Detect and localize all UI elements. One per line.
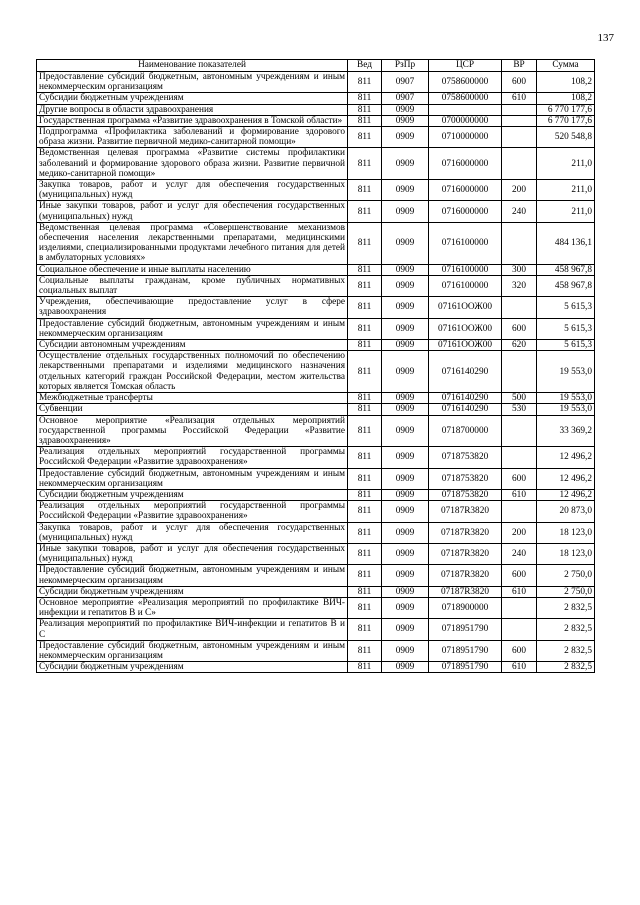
- cell-ved: 811: [348, 415, 382, 447]
- cell-vr: 320: [502, 275, 537, 296]
- budget-table: [36, 59, 595, 673]
- table-row: [37, 222, 595, 264]
- cell-name: Межбюджетные трансферты: [37, 393, 348, 404]
- cell-csr: 0716140290: [429, 351, 502, 393]
- cell-ved: 811: [348, 72, 382, 93]
- cell-vr: 600: [502, 318, 537, 339]
- cell-rzpr: 0909: [382, 264, 429, 275]
- cell-ved: 811: [348, 264, 382, 275]
- cell-ved: 811: [348, 318, 382, 339]
- cell-rzpr: 0909: [382, 662, 429, 673]
- cell-name: Предоставление субсидий бюджетным, автономным учреждениям и иным некоммерческим организациям: [37, 72, 348, 93]
- table-row: [37, 351, 595, 393]
- cell-vr: [502, 148, 537, 180]
- cell-ved: 811: [348, 201, 382, 222]
- header-ved: Вед: [348, 60, 382, 72]
- cell-csr: 0716100000: [429, 275, 502, 296]
- table-row: [37, 597, 595, 618]
- cell-name: Государственная программа «Развитие здравоохранения в Томской области»: [37, 115, 348, 126]
- cell-rzpr: 0909: [382, 415, 429, 447]
- table-row: [37, 662, 595, 673]
- cell-name: Субсидии автономным учреждениям: [37, 340, 348, 351]
- cell-name: Субсидии бюджетным учреждениям: [37, 93, 348, 104]
- cell-csr: 0716000000: [429, 148, 502, 180]
- table-row: [37, 115, 595, 126]
- cell-csr: 0716140290: [429, 393, 502, 404]
- cell-csr: 07187R3820: [429, 501, 502, 522]
- cell-sum: 5 615,3: [537, 318, 595, 339]
- table-row: [37, 619, 595, 640]
- cell-rzpr: 0909: [382, 640, 429, 661]
- cell-ved: 811: [348, 619, 382, 640]
- cell-vr: 600: [502, 565, 537, 586]
- cell-name: Субвенции: [37, 404, 348, 415]
- cell-vr: 610: [502, 489, 537, 500]
- cell-rzpr: 0909: [382, 501, 429, 522]
- cell-sum: 2 832,5: [537, 640, 595, 661]
- table-row: [37, 72, 595, 93]
- cell-rzpr: 0909: [382, 404, 429, 415]
- table-row: [37, 318, 595, 339]
- cell-ved: 811: [348, 93, 382, 104]
- cell-csr: 0716000000: [429, 180, 502, 201]
- cell-vr: [502, 597, 537, 618]
- cell-sum: 33 369,2: [537, 415, 595, 447]
- header-rzpr: РзПр: [382, 60, 429, 72]
- cell-name: Основное мероприятие «Реализация мероприятий по профилактике ВИЧ-инфекции и гепатитов В и С»: [37, 597, 348, 618]
- cell-ved: 811: [348, 640, 382, 661]
- table-row: [37, 640, 595, 661]
- cell-vr: 610: [502, 93, 537, 104]
- cell-vr: 240: [502, 201, 537, 222]
- cell-name: Другие вопросы в области здравоохранения: [37, 104, 348, 115]
- cell-csr: 0718951790: [429, 640, 502, 661]
- cell-rzpr: 0909: [382, 351, 429, 393]
- cell-vr: [502, 501, 537, 522]
- cell-csr: 07187R3820: [429, 586, 502, 597]
- cell-name: Иные закупки товаров, работ и услуг для обеспечения государственных (муниципальных) нужд: [37, 543, 348, 564]
- cell-rzpr: 0909: [382, 586, 429, 597]
- cell-csr: 0716100000: [429, 264, 502, 275]
- cell-ved: 811: [348, 127, 382, 148]
- cell-name: Реализация мероприятий по профилактике ВИЧ-инфекции и гепатитов В и С: [37, 619, 348, 640]
- cell-ved: 811: [348, 222, 382, 264]
- cell-ved: 811: [348, 662, 382, 673]
- cell-name: Учреждения, обеспечивающие предоставление услуг в сфере здравоохранения: [37, 297, 348, 318]
- cell-vr: [502, 351, 537, 393]
- cell-csr: 07187R3820: [429, 522, 502, 543]
- cell-rzpr: 0909: [382, 619, 429, 640]
- cell-csr: 0758600000: [429, 72, 502, 93]
- cell-csr: 0718700000: [429, 415, 502, 447]
- header-sum: Сумма: [537, 60, 595, 72]
- cell-sum: 520 548,8: [537, 127, 595, 148]
- cell-sum: 20 873,0: [537, 501, 595, 522]
- cell-rzpr: 0909: [382, 148, 429, 180]
- cell-name: Иные закупки товаров, работ и услуг для обеспечения государственных (муниципальных) нужд: [37, 201, 348, 222]
- table-header-row: [37, 60, 595, 72]
- table-row: [37, 565, 595, 586]
- page-number: 137: [597, 32, 614, 44]
- cell-sum: 12 496,2: [537, 489, 595, 500]
- table-row: [37, 201, 595, 222]
- table-row: [37, 180, 595, 201]
- cell-rzpr: 0909: [382, 340, 429, 351]
- table-row: [37, 489, 595, 500]
- cell-name: Закупка товаров, работ и услуг для обеспечения государственных (муниципальных) нужд: [37, 522, 348, 543]
- cell-vr: [502, 415, 537, 447]
- table-row: [37, 447, 595, 468]
- cell-vr: [502, 104, 537, 115]
- cell-ved: 811: [348, 468, 382, 489]
- table-row: [37, 148, 595, 180]
- header-vr: ВР: [502, 60, 537, 72]
- cell-csr: 0718753820: [429, 447, 502, 468]
- cell-sum: 108,2: [537, 93, 595, 104]
- cell-csr: 07187R3820: [429, 543, 502, 564]
- cell-csr: 07161ООЖ00: [429, 318, 502, 339]
- cell-name: Ведомственная целевая программа «Развитие системы профилактики заболеваний и формирование здорового образа жизни. Развитие первичной медико-санитарной помощи»: [37, 148, 348, 180]
- cell-rzpr: 0909: [382, 543, 429, 564]
- cell-ved: 811: [348, 297, 382, 318]
- cell-ved: 811: [348, 351, 382, 393]
- table-body: [37, 72, 595, 673]
- cell-csr: 0716100000: [429, 222, 502, 264]
- cell-csr: 0718900000: [429, 597, 502, 618]
- cell-ved: 811: [348, 489, 382, 500]
- cell-vr: 500: [502, 393, 537, 404]
- cell-csr: 0718951790: [429, 619, 502, 640]
- cell-sum: 2 750,0: [537, 586, 595, 597]
- cell-sum: 12 496,2: [537, 447, 595, 468]
- cell-sum: 2 832,5: [537, 662, 595, 673]
- header-csr: ЦСР: [429, 60, 502, 72]
- table-row: [37, 543, 595, 564]
- table-row: [37, 127, 595, 148]
- cell-vr: [502, 297, 537, 318]
- cell-vr: 620: [502, 340, 537, 351]
- cell-vr: 600: [502, 72, 537, 93]
- cell-ved: 811: [348, 586, 382, 597]
- cell-vr: 610: [502, 586, 537, 597]
- cell-csr: 0700000000: [429, 115, 502, 126]
- cell-vr: 300: [502, 264, 537, 275]
- cell-name: Предоставление субсидий бюджетным, автономным учреждениям и иным некоммерческим организациям: [37, 640, 348, 661]
- table-row: [37, 404, 595, 415]
- table-row: [37, 522, 595, 543]
- cell-sum: 12 496,2: [537, 468, 595, 489]
- cell-sum: 2 832,5: [537, 597, 595, 618]
- cell-vr: [502, 447, 537, 468]
- cell-vr: 200: [502, 522, 537, 543]
- cell-vr: [502, 127, 537, 148]
- cell-sum: 6 770 177,6: [537, 104, 595, 115]
- cell-name: Субсидии бюджетным учреждениям: [37, 662, 348, 673]
- cell-sum: 19 553,0: [537, 351, 595, 393]
- cell-vr: 610: [502, 662, 537, 673]
- cell-name: Субсидии бюджетным учреждениям: [37, 489, 348, 500]
- cell-vr: 600: [502, 640, 537, 661]
- cell-sum: 484 136,1: [537, 222, 595, 264]
- cell-name: Основное мероприятие «Реализация отдельных мероприятий государственной программы Российской Федерации «Развитие здравоохранения»: [37, 415, 348, 447]
- cell-sum: 211,0: [537, 180, 595, 201]
- cell-name: Ведомственная целевая программа «Совершенствование механизмов обеспечения населения лекарственными препаратами, медицинскими изделиями, специализированными продуктами лечебного питания для детей в амбулаторных условиях»: [37, 222, 348, 264]
- cell-rzpr: 0909: [382, 297, 429, 318]
- cell-sum: 2 832,5: [537, 619, 595, 640]
- cell-rzpr: 0909: [382, 115, 429, 126]
- cell-name: Предоставление субсидий бюджетным, автономным учреждениям и иным некоммерческим организациям: [37, 468, 348, 489]
- cell-csr: 0716140290: [429, 404, 502, 415]
- cell-sum: 2 750,0: [537, 565, 595, 586]
- table-row: [37, 340, 595, 351]
- cell-rzpr: 0907: [382, 72, 429, 93]
- cell-name: Реализация отдельных мероприятий государственной программы Российской Федерации «Развитие здравоохранения»: [37, 501, 348, 522]
- cell-sum: 6 770 177,6: [537, 115, 595, 126]
- cell-csr: [429, 104, 502, 115]
- cell-vr: 240: [502, 543, 537, 564]
- cell-name: Подпрограмма «Профилактика заболеваний и формирование здорового образа жизни. Развитие первичной медико-санитарной помощи»: [37, 127, 348, 148]
- cell-rzpr: 0909: [382, 393, 429, 404]
- cell-csr: 0718753820: [429, 489, 502, 500]
- cell-rzpr: 0909: [382, 180, 429, 201]
- cell-ved: 811: [348, 501, 382, 522]
- cell-name: Осуществление отдельных государственных полномочий по обеспечению лекарственными препаратами и изделиями медицинского назначения отдельных категорий граждан Российской Федерации, местом жительства которых является Томская область: [37, 351, 348, 393]
- cell-csr: 0718753820: [429, 468, 502, 489]
- cell-rzpr: 0909: [382, 489, 429, 500]
- cell-sum: 108,2: [537, 72, 595, 93]
- cell-name: Социальные выплаты гражданам, кроме публичных нормативных социальных выплат: [37, 275, 348, 296]
- table-row: [37, 264, 595, 275]
- cell-rzpr: 0909: [382, 127, 429, 148]
- cell-sum: 18 123,0: [537, 543, 595, 564]
- cell-rzpr: 0909: [382, 318, 429, 339]
- table-row: [37, 275, 595, 296]
- header-name: Наименование показателей: [37, 60, 348, 72]
- cell-vr: 530: [502, 404, 537, 415]
- table-row: [37, 93, 595, 104]
- cell-sum: 5 615,3: [537, 340, 595, 351]
- cell-ved: 811: [348, 104, 382, 115]
- cell-sum: 19 553,0: [537, 393, 595, 404]
- cell-name: Предоставление субсидий бюджетным, автономным учреждениям и иным некоммерческим организациям: [37, 565, 348, 586]
- cell-vr: [502, 222, 537, 264]
- cell-csr: 0758600000: [429, 93, 502, 104]
- cell-ved: 811: [348, 597, 382, 618]
- cell-name: Субсидии бюджетным учреждениям: [37, 586, 348, 597]
- cell-sum: 19 553,0: [537, 404, 595, 415]
- cell-csr: 0716000000: [429, 201, 502, 222]
- cell-ved: 811: [348, 447, 382, 468]
- table-row: [37, 393, 595, 404]
- cell-ved: 811: [348, 340, 382, 351]
- cell-sum: 18 123,0: [537, 522, 595, 543]
- cell-csr: 07187R3820: [429, 565, 502, 586]
- cell-vr: [502, 619, 537, 640]
- table-row: [37, 586, 595, 597]
- cell-name: Реализация отдельных мероприятий государственной программы Российской Федерации «Развитие здравоохранения»: [37, 447, 348, 468]
- cell-vr: 600: [502, 468, 537, 489]
- cell-vr: 200: [502, 180, 537, 201]
- table-row: [37, 104, 595, 115]
- cell-rzpr: 0909: [382, 468, 429, 489]
- cell-ved: 811: [348, 148, 382, 180]
- cell-rzpr: 0909: [382, 447, 429, 468]
- cell-ved: 811: [348, 180, 382, 201]
- cell-rzpr: 0909: [382, 275, 429, 296]
- cell-sum: 5 615,3: [537, 297, 595, 318]
- cell-ved: 811: [348, 404, 382, 415]
- cell-ved: 811: [348, 522, 382, 543]
- cell-name: Предоставление субсидий бюджетным, автономным учреждениям и иным некоммерческим организациям: [37, 318, 348, 339]
- cell-ved: 811: [348, 275, 382, 296]
- table-row: [37, 468, 595, 489]
- cell-rzpr: 0909: [382, 104, 429, 115]
- cell-ved: 811: [348, 565, 382, 586]
- cell-rzpr: 0907: [382, 93, 429, 104]
- cell-name: Закупка товаров, работ и услуг для обеспечения государственных (муниципальных) нужд: [37, 180, 348, 201]
- cell-sum: 211,0: [537, 148, 595, 180]
- cell-csr: 07161ООЖ00: [429, 297, 502, 318]
- cell-ved: 811: [348, 115, 382, 126]
- cell-rzpr: 0909: [382, 522, 429, 543]
- cell-vr: [502, 115, 537, 126]
- cell-csr: 07161ООЖ00: [429, 340, 502, 351]
- cell-rzpr: 0909: [382, 565, 429, 586]
- cell-rzpr: 0909: [382, 222, 429, 264]
- cell-csr: 0718951790: [429, 662, 502, 673]
- cell-rzpr: 0909: [382, 597, 429, 618]
- cell-ved: 811: [348, 543, 382, 564]
- table-row: [37, 297, 595, 318]
- cell-sum: 458 967,8: [537, 264, 595, 275]
- cell-name: Социальное обеспечение и иные выплаты населению: [37, 264, 348, 275]
- cell-rzpr: 0909: [382, 201, 429, 222]
- cell-csr: 0710000000: [429, 127, 502, 148]
- cell-sum: 458 967,8: [537, 275, 595, 296]
- table-row: [37, 501, 595, 522]
- cell-ved: 811: [348, 393, 382, 404]
- cell-sum: 211,0: [537, 201, 595, 222]
- table-row: [37, 415, 595, 447]
